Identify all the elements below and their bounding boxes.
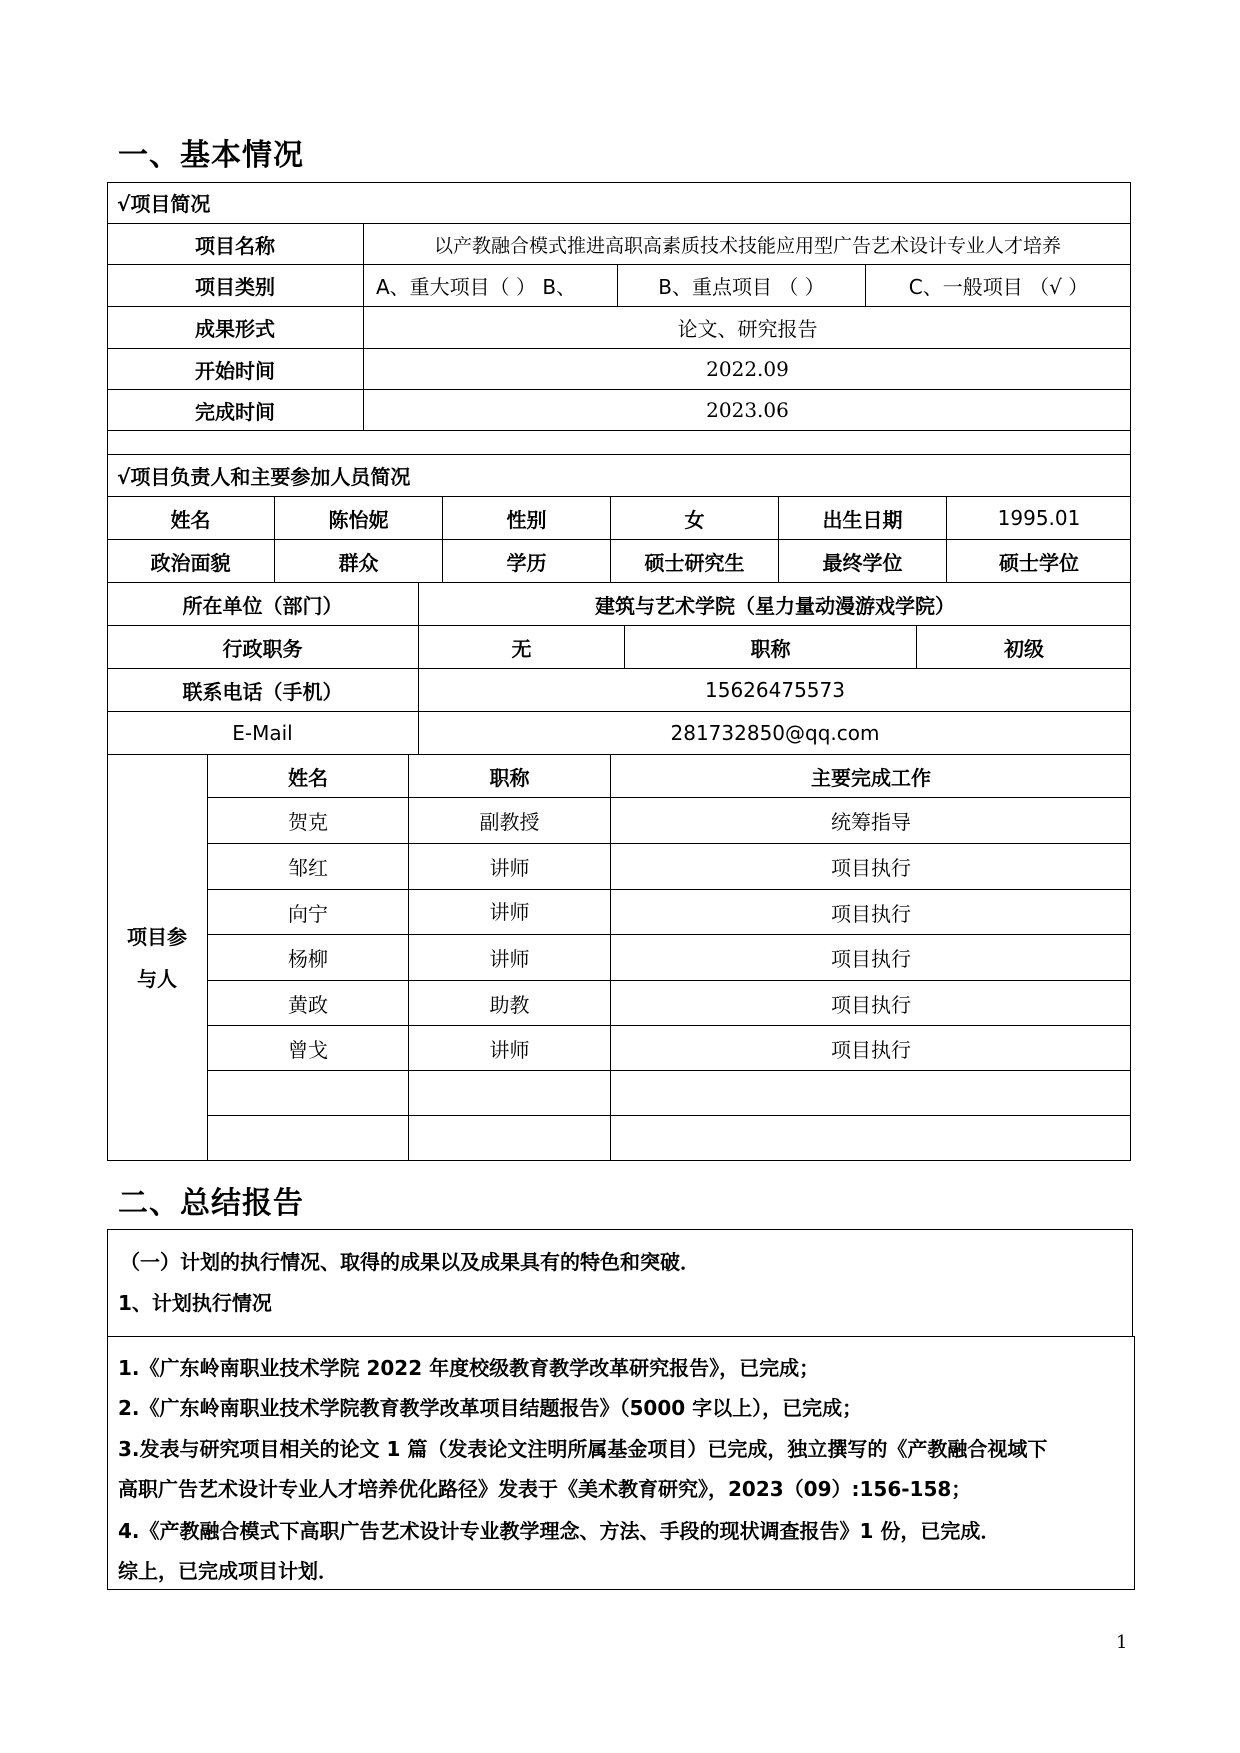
participants-label-line1: 项目参 xyxy=(127,925,187,949)
result-form-value: 论文、研究报告 xyxy=(364,307,1131,349)
execution-item: 3.发表与研究项目相关的论文 1 篇（发表论文注明所属基金项目）已完成，独立撰写的《产教融合视域下 xyxy=(118,1437,1048,1461)
participant-work: 项目执行 xyxy=(611,935,1131,981)
project-category-label: 项目类别 xyxy=(107,265,364,307)
category-a: A、重大项目（ ） B、 xyxy=(364,265,618,307)
execution-item: 4.《产教融合模式下高职广告艺术设计专业教学理念、方法、手段的现状调查报告》1 份，已完成． xyxy=(118,1519,1001,1543)
education-value: 硕士研究生 xyxy=(611,540,779,583)
start-time-value: 2022.09 xyxy=(364,349,1131,390)
participant-title: 讲师 xyxy=(409,844,611,890)
participants-header-title: 职称 xyxy=(409,755,611,798)
participant-title: 讲师 xyxy=(409,890,611,935)
education-label: 学历 xyxy=(443,540,611,583)
people-section-label: √项目负责人和主要参加人员简况 xyxy=(107,455,1131,497)
result-form-label: 成果形式 xyxy=(107,307,364,349)
gender-value: 女 xyxy=(611,497,779,540)
execution-item: 高职广告艺术设计专业人才培养优化路径》发表于《美术教育研究》，2023（09）:156-158； xyxy=(118,1477,972,1501)
email-value: 281732850@qq.com xyxy=(419,712,1131,755)
participant-name: 黄政 xyxy=(208,981,409,1026)
participant-name: 邹红 xyxy=(208,844,409,890)
participant-empty-cell xyxy=(611,1071,1131,1116)
category-c: C、一般项目 （√ ） xyxy=(866,265,1131,307)
section1-heading: 一、基本情况 xyxy=(118,138,304,173)
participant-empty-cell xyxy=(208,1116,409,1161)
unit-label: 所在单位（部门） xyxy=(107,583,419,626)
execution-item: 综上，已完成项目计划． xyxy=(118,1559,338,1583)
participant-name: 向宁 xyxy=(208,890,409,935)
project-name-label: 项目名称 xyxy=(107,224,364,265)
participants-label-line2: 与人 xyxy=(137,967,177,991)
participant-title: 讲师 xyxy=(409,1026,611,1071)
political-value: 群众 xyxy=(275,540,443,583)
participant-title: 讲师 xyxy=(409,935,611,981)
category-b: B、重点项目 （ ） xyxy=(618,265,866,307)
participant-title: 助教 xyxy=(409,981,611,1026)
birth-date-value: 1995.01 xyxy=(947,497,1131,540)
degree-value: 硕士学位 xyxy=(947,540,1131,583)
participant-name: 曾戈 xyxy=(208,1026,409,1071)
participant-work: 项目执行 xyxy=(611,1026,1131,1071)
project-name-value: 以产教融合模式推进高职高素质技术技能应用型广告艺术设计专业人才培养 xyxy=(364,224,1131,265)
section2-heading: 二、总结报告 xyxy=(118,1186,304,1221)
participant-name: 杨柳 xyxy=(208,935,409,981)
empty-row xyxy=(107,431,1131,455)
plan-execution-heading: 1、计划执行情况 xyxy=(118,1291,272,1315)
professional-title-value: 初级 xyxy=(917,626,1131,669)
email-label: E-Mail xyxy=(107,712,419,755)
participants-header-work: 主要完成工作 xyxy=(611,755,1131,798)
admin-position-value: 无 xyxy=(419,626,625,669)
professional-title-label: 职称 xyxy=(625,626,917,669)
execution-item: 2.《广东岭南职业技术学院教育教学改革项目结题报告》（5000 字以上），已完成； xyxy=(118,1396,863,1420)
participant-work: 统筹指导 xyxy=(611,798,1131,844)
start-time-label: 开始时间 xyxy=(107,349,364,390)
birth-date-label: 出生日期 xyxy=(779,497,947,540)
degree-label: 最终学位 xyxy=(779,540,947,583)
participant-title: 副教授 xyxy=(409,798,611,844)
participant-work: 项目执行 xyxy=(611,844,1131,890)
gender-label: 性别 xyxy=(443,497,611,540)
participant-name: 贺克 xyxy=(208,798,409,844)
phone-label: 联系电话（手机） xyxy=(107,669,419,712)
participants-label xyxy=(107,755,208,1161)
name-label: 姓名 xyxy=(107,497,275,540)
participant-empty-cell xyxy=(208,1071,409,1116)
participant-empty-cell xyxy=(611,1116,1131,1161)
overview-label: √项目简况 xyxy=(107,182,1131,224)
participant-work: 项目执行 xyxy=(611,981,1131,1026)
phone-value: 15626475573 xyxy=(419,669,1131,712)
name-value: 陈怡妮 xyxy=(275,497,443,540)
participant-empty-cell xyxy=(409,1071,611,1116)
unit-value: 建筑与艺术学院（星力量动漫游戏学院） xyxy=(419,583,1131,626)
execution-item: 1.《广东岭南职业技术学院 2022 年度校级教育教学改革研究报告》，已完成； xyxy=(118,1356,820,1380)
page-number: 1 xyxy=(1116,1632,1128,1653)
participants-header-name: 姓名 xyxy=(208,755,409,798)
end-time-value: 2023.06 xyxy=(364,390,1131,431)
political-label: 政治面貌 xyxy=(107,540,275,583)
participant-empty-cell xyxy=(409,1116,611,1161)
summary-subheading: （一）计划的执行情况、取得的成果以及成果具有的特色和突破． xyxy=(120,1250,700,1274)
admin-position-label: 行政职务 xyxy=(107,626,419,669)
end-time-label: 完成时间 xyxy=(107,390,364,431)
participant-work: 项目执行 xyxy=(611,890,1131,935)
